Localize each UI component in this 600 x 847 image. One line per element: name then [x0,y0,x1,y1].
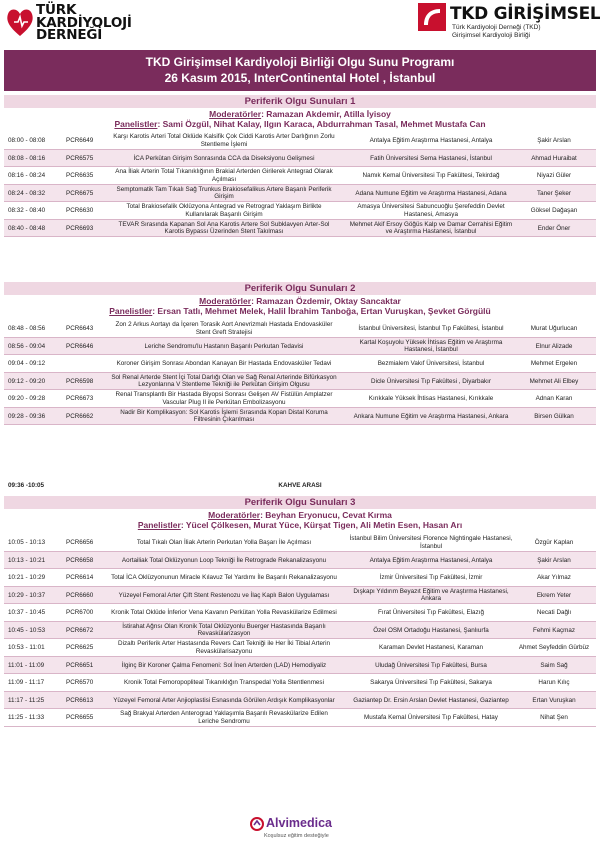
heart-logo-icon [6,6,34,38]
alvimedica-logo-icon [250,817,264,831]
row-institution: Dışkapı Yıldırım Beyazıt Eğitim ve Araştırma Hastanesi, Ankara [353,587,509,603]
session-chairs [4,109,596,129]
session-title: Periferik Olgu Sunuları 1 [4,95,596,108]
tkd-girisimsel-logo [418,3,598,45]
row-code: PCR6643 [66,325,94,333]
row-presenter: Ender Öner [537,224,571,232]
row-presenter: Elnur Alizade [535,342,573,350]
row-case-title: Total Brakiosefalik Oklüzyona Antegrad ve Retrograd Yaklaşım Birlikte Kullanılarak Başarılı Girişim [126,203,322,218]
row-case-title: Total İCA Oklüzyonunun Miracle Kılavuz Tel Yardımı İle Başarılı Rekanalizasyonu [111,574,337,582]
row-time: 10:21 - 10:29 [8,574,46,582]
row-institution: İzmir Üniversitesi Tıp Fakültesi, İzmir [379,574,483,582]
moderators-line [4,296,596,306]
program-title-line-1: TKD Girişimsel Kardiyoloji Birliği Olgu Sunu Programı [145,55,455,69]
row-presenter: Şakir Arslan [537,556,571,564]
row-presenter: Niyazi Güler [536,172,572,180]
table-row [4,185,596,203]
brand-sub-2: Girişimsel Kardiyoloji Birliği [452,32,531,39]
row-presenter: Göksel Dağaşan [530,207,578,215]
row-code: PCR6660 [66,591,94,599]
row-presenter: Adnan Karan [535,395,573,403]
row-case-title: Semptomatik Tam Tıkalı Sağ Trunkus Brakiosefalikus Artere Başarılı Periferik Girişim [116,185,332,201]
row-time: 09:12 - 09:20 [8,377,46,385]
row-code: PCR6672 [66,626,94,634]
panelists-line [4,306,596,316]
row-institution: Antalya Eğitim Araştırma Hastanesi, Antalya [369,137,493,145]
moderators-line [4,109,596,119]
row-code: PCR6651 [66,661,94,669]
panelists-label: Panelistler [114,119,158,129]
row-presenter: Şakir Arslan [537,137,571,145]
row-institution: Ankara Numune Eğitim ve Araştırma Hastanesi, Ankara [353,412,509,420]
row-time: 11:09 - 11:17 [8,679,45,687]
row-code: PCR6575 [66,154,94,162]
program-title [4,50,596,91]
row-institution: Fırat Üniversitesi Tıp Fakültesi, Elazığ [378,609,484,617]
row-case-title: TEVAR Sırasında Kapanan Sol Ana Karotis Artere Sol Subklavyen Arter-Sol Karotis Bypassı Üzerinden Stent Takılması [118,220,330,236]
moderators-label: Moderatörler [209,109,262,119]
row-code: PCR6700 [66,609,94,617]
row-presenter: Ahmet Seyfeddin Gürbüz [518,644,590,652]
row-time: 08:48 - 08:56 [8,325,46,333]
row-presenter: Akar Yılmaz [537,574,571,582]
row-code: PCR6658 [66,556,94,564]
table-row [4,408,596,426]
row-code: PCR6662 [66,412,94,420]
row-time: 09:28 - 09:36 [8,412,46,420]
row-code: PCR6646 [66,342,94,350]
row-time: 08:32 - 08:40 [8,207,46,215]
row-time: 08:00 - 08:08 [8,137,46,145]
row-case-title: Aortailiak Total Oklüzyonun Loop Tekniği İle Retrograde Rekanalizasyonu [121,556,327,564]
row-case-title: Yüzeyel Femoral Arter Anjioplastisi Esnasında Görülen Ardışık Komplikasyonlar [113,696,335,704]
row-presenter: Birsen Gülkan [534,412,574,420]
row-time: 08:56 - 09:04 [8,342,46,350]
row-institution: İstanbul Üniversitesi, İstanbul Tıp Fakültesi, İstanbul [358,325,504,333]
row-institution: Mustafa Kemal Üniversitesi Tıp Fakültesi, Hatay [364,714,498,722]
table-row [4,639,596,657]
table-row [4,320,596,338]
row-institution: Namık Kemal Üniversitesi Tıp Fakültesi, Tekirdağ [362,172,500,180]
row-presenter: Ekrem Yeter [536,591,572,599]
table-row [4,373,596,391]
row-code: PCR6649 [66,137,94,145]
moderators-names: : Ramazan Akdemir, Atilla İyisoy [261,109,391,119]
row-time: 10:37 - 10:45 [8,609,46,617]
table-row [4,150,596,168]
table-row [4,355,596,373]
row-case-title: Nadir Bir Komplikasyon: Sol Karotis İşlemi Sırasında Kopan Distal Koruma Filtresinin Çıkarılması [120,408,328,424]
row-code: PCR6625 [66,644,94,652]
row-time: 10:05 - 10:13 [8,539,46,547]
row-code: PCR6673 [66,395,94,403]
tkd-mark-icon [418,3,446,31]
logo-line-2: KARDİYOLOJİ [36,14,132,31]
row-presenter: Murat Uğurlucan [530,325,578,333]
row-case-title: Renal Transplantlı Bir Hastada Biyopsi Sonrası Gelişen AV Fistülün Amplatzer Vascular Plug II ile Perkütan Embolizasyonu [115,391,333,406]
session-chairs [4,510,596,530]
moderators-names: : Ramazan Özdemir, Oktay Sancaktar [251,296,401,306]
row-time: 10:45 - 10:53 [8,626,46,634]
row-presenter: Mehmet Ali Elbey [529,377,579,385]
row-institution: Sakarya Üniversitesi Tıp Fakültesi, Sakarya [370,679,492,687]
table-row [4,674,596,692]
row-case-title: Dizaltı Periferik Arter Hastasında Revers Cart Tekniği ile Her İki Tibial Arterin Revaskülarisazyonu [118,640,330,655]
row-time: 09:04 - 09:12 [8,360,46,368]
row-time: 10:13 - 10:21 [8,556,46,564]
session-title: Periferik Olgu Sunuları 2 [4,282,596,295]
table-row [4,167,596,185]
table-row [4,709,596,727]
brand-sub-1: Türk Kardiyoloji Derneği (TKD) [452,24,541,31]
row-case-title: Ana İliak Arterin Total Tıkanıklığının Brakial Arterden Girilerek Antegrad Olarak Açılması [115,168,333,183]
table-row [4,202,596,220]
panelists-names: : Sami Özgül, Nihat Kalay, Ilgın Karaca, Abdurrahman Tasal, Mehmet Mustafa Can [157,119,486,129]
row-case-title: İCA Perkütan Girişim Sonrasında CCA da Diseksiyonu Gelişmesi [133,154,315,162]
row-time: 11:25 - 11:33 [8,714,45,722]
row-case-title: Sağ Brakyal Arterden Anterograd Yaklaşımla Başarılı Revaskülarize Edilen Leriche Sendromu [120,710,328,725]
break-time: 09:36 -10:05 [8,482,45,489]
panelists-line [4,119,596,129]
brand-text: TKD GİRİŞİMSEL [450,4,600,24]
row-code: PCR6693 [66,224,94,232]
row-presenter: Taner Şeker [537,189,571,197]
row-presenter: Nihat Şen [540,714,568,722]
row-presenter: Harun Kılıç [538,679,570,687]
row-institution: Gaziantep Dr. Ersin Arslan Devlet Hastanesi, Gaziantep [353,696,509,704]
row-institution: Dicle Üniversitesi Tıp Fakültesi , Diyarbakır [371,377,491,385]
row-presenter: Saim Sağ [540,661,568,669]
row-time: 08:24 - 08:32 [8,189,46,197]
row-time: 08:40 - 08:48 [8,224,46,232]
program-title-line-2: 26 Kasım 2015, InterContinental Hotel , İstanbul [164,71,436,85]
table-row [4,657,596,675]
row-time: 11:17 - 11:25 [8,696,45,704]
row-presenter: Ertan Vuruşkan [532,696,576,704]
row-code: PCR6598 [66,377,94,385]
row-time: 10:29 - 10:37 [8,591,46,599]
row-code: PCR6613 [66,696,94,704]
row-code: PCR6635 [66,172,94,180]
row-institution: Özel OSM Ortadoğu Hastanesi, Şanlıurfa [373,626,489,634]
row-presenter: Mehmet Ergelen [530,360,578,368]
row-institution: Karaman Devlet Hastanesi, Karaman [379,644,483,652]
row-institution: Fatih Üniversitesi Sema Hastanesi, İstanbul [370,154,492,162]
tkd-logo [6,4,146,44]
row-institution: Mehmet Akif Ersoy Göğüs Kalp ve Damar Cerrahisi Eğitim ve Araştırma Hastanesi, İstanbul [349,220,513,236]
row-case-title: Leriche Sendromu'lu Hastanın Başarılı Perkutan Tedavisi [144,342,304,350]
table-row [4,552,596,570]
row-institution: İstanbul Bilim Üniversitesi Florence Nightingale Hastanesi, İstanbul [349,535,513,550]
row-case-title: Karşı Karotis Arteri Total Oklüde Kalsifik Çok Ciddi Karotis Arter Darlığının Zorlu Stentleme İşlemi [113,133,335,148]
row-time: 10:53 - 11:01 [8,644,45,652]
row-code: PCR6655 [66,714,94,722]
row-case-title: Sol Renal Arterde Stent İçi Total Darlığı Olan ve Sağ Renal Arterinde Bifürkasyon Lezyonlarına V Stentleme Tekniği ile Perkütan Girişim Olgusu [111,373,337,389]
panelists-label: Panelistler [137,520,181,530]
row-time: 08:08 - 08:16 [8,154,46,162]
row-case-title: Koroner Girişim Sonrası Abondan Kanayan Bir Hastada Endovasküler Tedavi [116,360,332,368]
row-institution: Kartal Koşuyolu Yüksek İhtisas Eğitim ve Araştırma Hastanesi, İstanbul [359,338,503,354]
moderators-label: Moderatörler [199,296,252,306]
table-row [4,622,596,640]
row-case-title: Yüzeyel Femoral Arter Çift Stent Restenozu ve İlaç Kaplı Balon Uygulaması [118,591,330,599]
logo-line-1: TÜRK [36,2,77,18]
panelists-line [4,520,596,530]
row-case-title: Total Tıkalı Olan İliak Arterin Perkutan Yolla Başarı İle Açılması [136,539,312,547]
row-time: 09:20 - 09:28 [8,395,46,403]
row-time: 11:01 - 11:09 [8,661,45,669]
sponsor-name: Alvimedica [266,816,333,830]
row-case-title: İlginç Bir Koroner Çalma Fenomeni: Sol İnen Arterden (LAD) Hemodiyaliz [121,661,327,669]
row-presenter: Fehmi Kaçmaz [533,626,575,634]
moderators-label: Moderatörler [208,510,261,520]
row-case-title: Kronik Total Femoropopliteal Tıkanıklığın Transpedal Yolla Stentlenmesi [124,679,324,687]
row-institution: Uludağ Üniversitesi Tıp Fakültesi, Bursa [375,661,487,669]
panelists-names: : Ersan Tatlı, Mehmet Melek, Halil İbrahim Tanboğa, Ertan Vuruşkan, Şevket Görgülü [152,306,491,316]
table-row [4,692,596,710]
break-label: KAHVE ARASI [278,482,322,489]
row-code: PCR6630 [66,207,94,215]
moderators-line [4,510,596,520]
row-code: PCR6614 [66,574,94,582]
page-header [0,0,600,48]
panelists-names: : Yücel Çölkesen, Murat Yüce, Kürşat Tigen, Ali Metin Esen, Hasan Arı [180,520,463,530]
row-presenter: Özgür Kaplan [534,539,574,547]
table-row [4,132,596,150]
row-institution: Adana Numune Eğitim ve Araştırma Hastanesi, Adana [355,189,507,197]
row-presenter: Ahmad Huraibat [531,154,577,162]
row-case-title: Kronik Total Oklüde İnferior Vena Kavanın Perkütan Yolla Revaskülarize Edilmesi [111,609,337,617]
table-row [4,604,596,622]
coffee-break-row [4,479,596,492]
panelists-label: Panelistler [109,306,153,316]
row-time: 08:16 - 08:24 [8,172,46,180]
row-case-title: İstirahat Ağrısı Olan Kronik Total Oklüzyonlu Buerger Hastasında Başarılı Revaskülarizasyon [122,622,326,638]
session-chairs [4,296,596,316]
row-institution: Amasya Üniversitesi Sabuncuoğlu Şerefeddin Devlet Hastanesi, Amasya [357,203,505,218]
session-title: Periferik Olgu Sunuları 3 [4,496,596,509]
row-code: PCR6675 [66,189,94,197]
table-row [4,338,596,356]
row-code [66,355,110,373]
table-row [4,534,596,552]
row-case-title: Zon 2 Arkus Aortayı da İçeren Torasik Aort Anevrizmalı Hastada Endovasküler Stent Greft Stratejisi [115,321,333,336]
sponsor-note: Koşulsuz eğitim desteğiyle [264,833,329,839]
row-code: PCR6570 [66,679,94,687]
table-row [4,569,596,587]
row-code: PCR6656 [66,539,94,547]
table-row [4,587,596,605]
sponsor-logo [250,816,360,844]
row-institution: Antalya Eğitim Araştırma Hastanesi, Antalya [369,556,493,564]
table-row [4,220,596,238]
logo-line-3: DERNEĞİ [36,27,103,43]
row-institution: Bezmialem Vakıf Üniversitesi, İstanbul [377,360,485,368]
row-institution: Kırıkkale Yüksek İhtisas Hastanesi, Kırıkkale [368,395,494,403]
row-presenter: Necati Dağlı [536,609,572,617]
table-row [4,390,596,408]
moderators-names: : Beyhan Eryonucu, Cevat Kırma [260,510,392,520]
